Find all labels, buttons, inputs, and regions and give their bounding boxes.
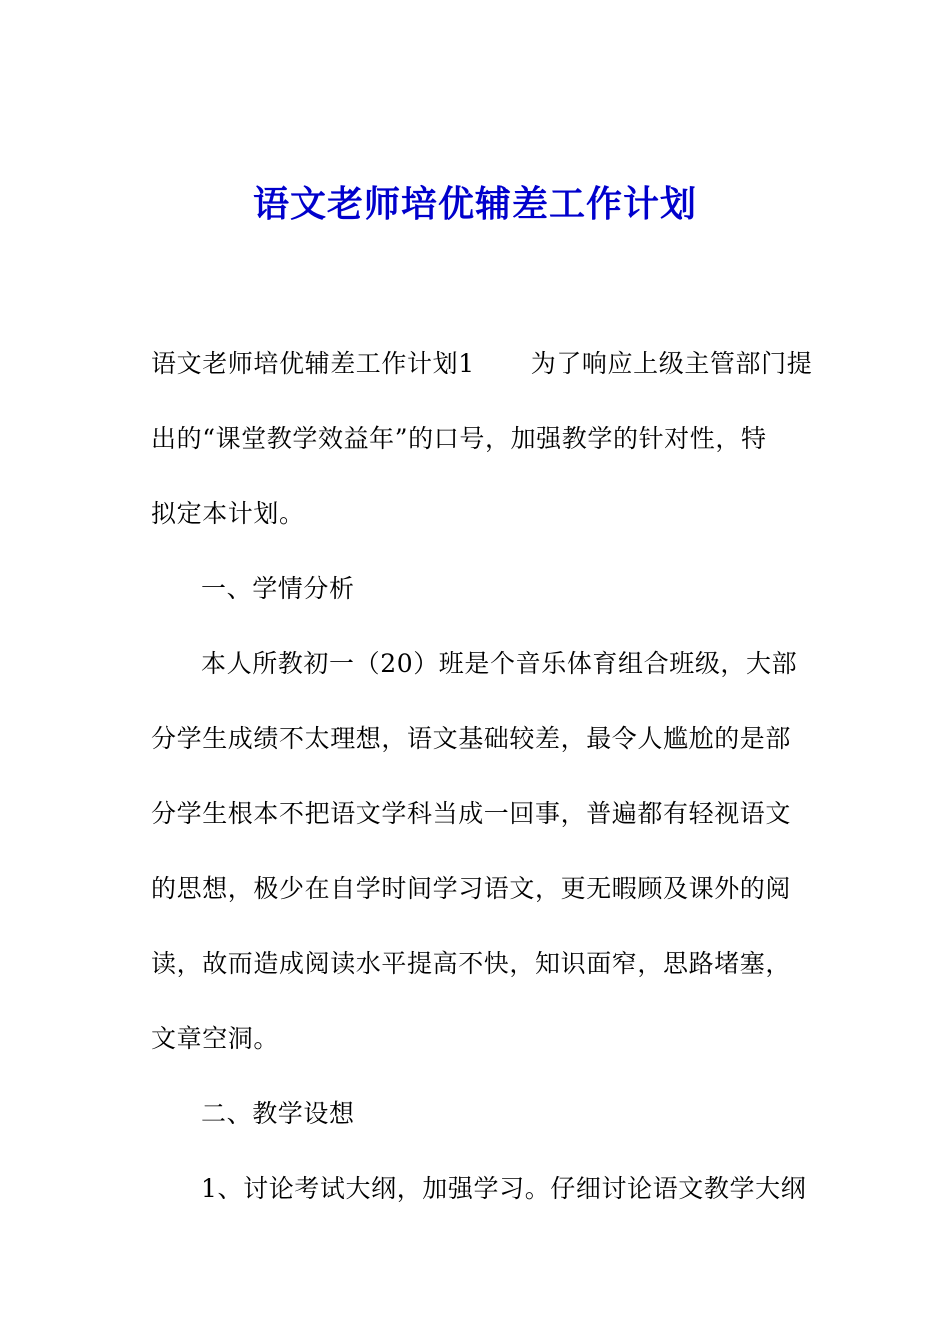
body-line: 1、讨论考试大纲，加强学习。仔细讨论语文教学大纲 xyxy=(201,1174,807,1203)
body-line: 读，故而造成阅读水平提高不快，知识面窄，思路堵塞， xyxy=(151,949,792,978)
body-line: 拟定本计划。 xyxy=(151,499,305,528)
body-line: 的思想，极少在自学时间学习语文，更无暇顾及课外的阅 xyxy=(151,874,792,903)
body-line: 本人所教初一（20）班是个音乐体育组合班级，大部 xyxy=(201,649,798,678)
document-body xyxy=(151,326,811,1226)
body-line: 文章空洞。 xyxy=(151,1024,280,1053)
body-line xyxy=(151,326,811,401)
body-line: 分学生根本不把语文学科当成一回事，普遍都有轻视语文 xyxy=(151,799,792,828)
body-line: 出的“课堂教学效益年”的口号，加强教学的针对性，特 xyxy=(151,424,767,453)
body-line-tail: 为了响应上级主管部门提 xyxy=(530,349,813,378)
document-title: 语文老师培优辅差工作计划 xyxy=(252,183,697,225)
body-line: 分学生成绩不太理想，语文基础较差，最令人尴尬的是部 xyxy=(151,724,792,753)
section-heading: 二、教学设想 xyxy=(201,1099,355,1128)
body-line-text: 语文老师培优辅差工作计划1 xyxy=(151,349,475,378)
section-heading: 一、学情分析 xyxy=(201,574,355,603)
